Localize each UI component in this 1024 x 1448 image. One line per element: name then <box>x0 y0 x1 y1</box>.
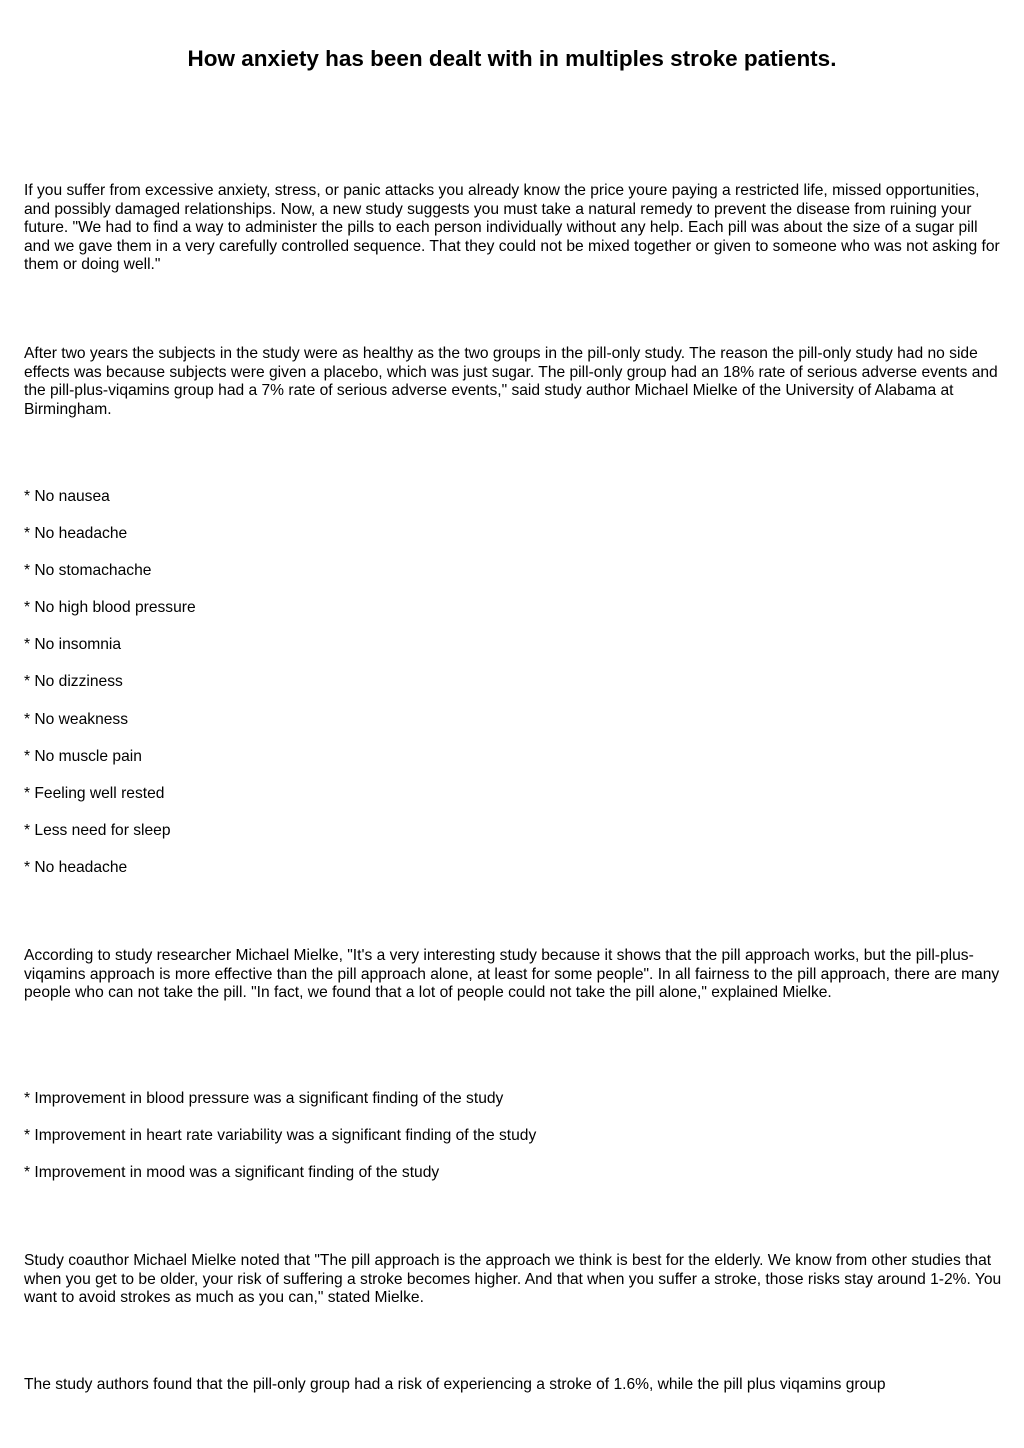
side-effects-list <box>24 488 1004 896</box>
document-title: How anxiety has been dealt with in multiples stroke patients. <box>187 46 837 71</box>
paragraph-stroke-risk: The study authors found that the pill-only group had a risk of experiencing a stroke of 1.6%, while the pill plus viqamins group <box>24 1376 886 1393</box>
paragraph-coauthor-quote: Study coauthor Michael Mielke noted that "The pill approach is the approach we think is best for the elderly. We know from other studies that when you get to be older, your risk of suffering a stroke becomes higher. And that when you suffer a stroke, those risks stay around 1-2%. You want to avoid strokes as much as you can," stated Mielke. <box>24 1252 1002 1306</box>
list-item: * Feeling well rested <box>24 784 165 802</box>
list-item: * No muscle pain <box>24 747 142 765</box>
list-item: * No headache <box>24 858 128 876</box>
list-item: * No weakness <box>24 710 129 728</box>
list-item: * Improvement in heart rate variability was a significant finding of the study <box>24 1127 537 1145</box>
list-item: * No dizziness <box>24 673 123 691</box>
list-item: * Less need for sleep <box>24 821 171 839</box>
paragraph-researcher-quote: According to study researcher Michael Mielke, "It's a very interesting study because it shows that the pill approach works, but the pill-plus-viqamins approach is more effective than the pill approach alone, at least for some people". In all fairness to the pill approach, there are many people who can not take the pill. "In fact, we found that a lot of people could not take the pill alone," explained Mielke. <box>24 947 1000 1001</box>
list-item: * Improvement in blood pressure was a significant finding of the study <box>24 1090 504 1107</box>
list-item: * Improvement in mood was a significant finding of the study <box>24 1164 440 1182</box>
list-item: * No insomnia <box>24 636 122 654</box>
list-item: * No headache <box>24 525 128 543</box>
list-item: * No nausea <box>24 488 110 505</box>
findings-list <box>24 1090 1004 1201</box>
paragraph-intro: If you suffer from excessive anxiety, stress, or panic attacks you already know the price youre paying a restricted life, missed opportunities, and possibly damaged relationships. Now, a new study suggests you must take a natural remedy to prevent the disease from ruining your future. "We had to find a way to administer the pills to each person individually without any help. Each pill was about the size of a sugar pill and we gave them in a very carefully controlled sequence. That they could not be mixed together or given to someone who was not asking for them or doing well." <box>24 182 1000 273</box>
paragraph-results: After two years the subjects in the study were as healthy as the two groups in the pill-only study. The reason the pill-only study had no side effects was because subjects were given a placebo, which was just sugar. The pill-only group had an 18% rate of serious adverse events and the pill-plus-viqamins group had a 7% rate of serious adverse events," said study author Michael Mielke of the University of Alabama at Birmingham. <box>24 345 998 418</box>
list-item: * No high blood pressure <box>24 599 196 617</box>
list-item: * No stomachache <box>24 562 152 580</box>
